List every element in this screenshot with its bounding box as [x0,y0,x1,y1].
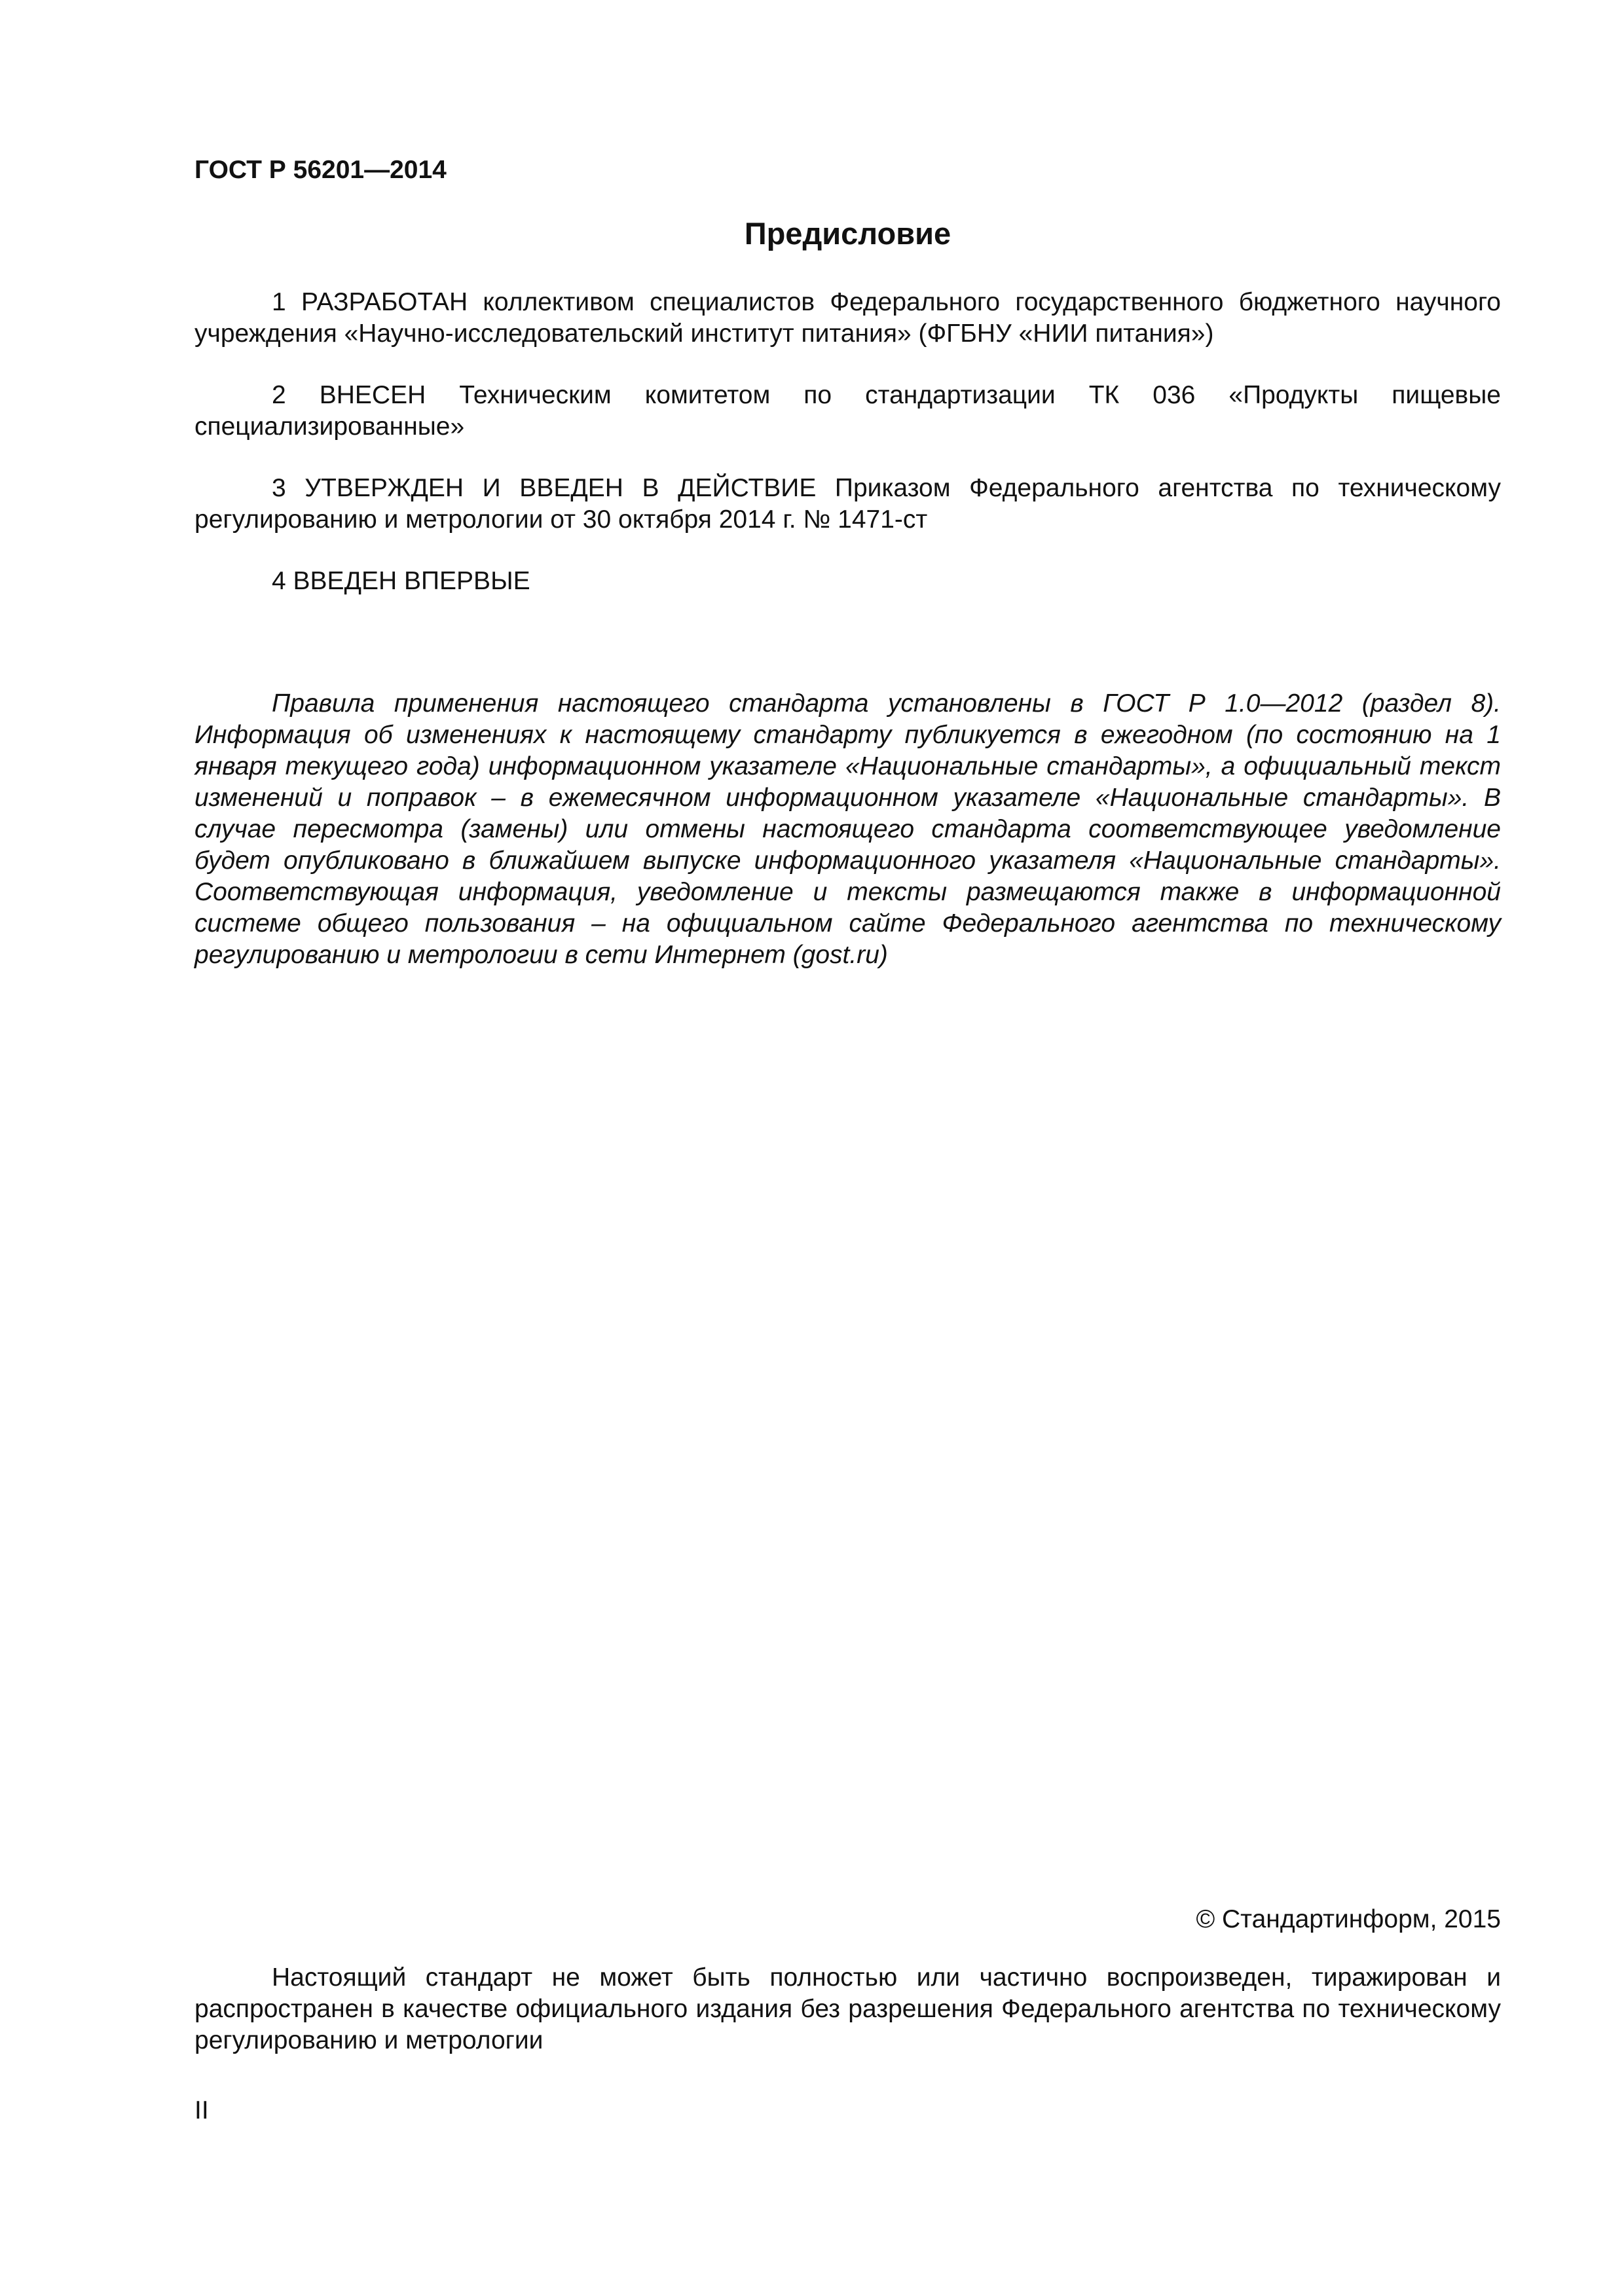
preface-item-developed: 1 РАЗРАБОТАН коллективом специалистов Федерального государственного бюджетного научного учреждения «Научно-исследовательский институт питания» (ФГБНУ «НИИ питания») [194,288,1501,348]
page-number: II [194,2096,209,2124]
preface-item-approved: 3 УТВЕРЖДЕН И ВВЕДЕН В ДЕЙСТВИЕ Приказом Федерального агентства по техническому регулированию и метрологии от 30 октября 2014 г. № 1471-ст [194,474,1501,534]
preface-item-introduced: 4 ВВЕДЕН ВПЕРВЫЕ [272,567,530,595]
standard-code: ГОСТ Р 56201—2014 [194,156,447,184]
page-title: Предисловие [744,216,951,251]
application-rules-notice: Правила применения настоящего стандарта установлены в ГОСТ Р 1.0—2012 (раздел 8). Информация об изменениях к настоящему стандарту публикуется в ежегодном (по состоянию на 1 января текущего года) информационном указателе «Национальные стандарты», а официальный текст изменений и поправок – в ежемесячном информационном указателе «Национальные стандарты». В случае пересмотра (замены) или отмены настоящего стандарта соответствующее уведомление будет опубликовано в ближайшем выпуске информационного указателя «Национальные стандарты». Соответствующая информация, уведомление и тексты размещаются также в информационной системе общего пользования – на официальном сайте Федерального агентства по техническому регулированию и метрологии в сети Интернет (gost.ru) [194,689,1501,969]
preface-item-submitted: 2 ВНЕСЕН Техническим комитетом по стандартизации ТК 036 «Продукты пищевые специализированные» [194,381,1501,441]
reproduction-restriction: Настоящий стандарт не может быть полностью или частично воспроизведен, тиражирован и распространен в качестве официального издания без разрешения Федерального агентства по техническому регулированию и метрологии [194,1963,1501,2054]
copyright-line: © Стандартинформ, 2015 [1196,1905,1501,1933]
